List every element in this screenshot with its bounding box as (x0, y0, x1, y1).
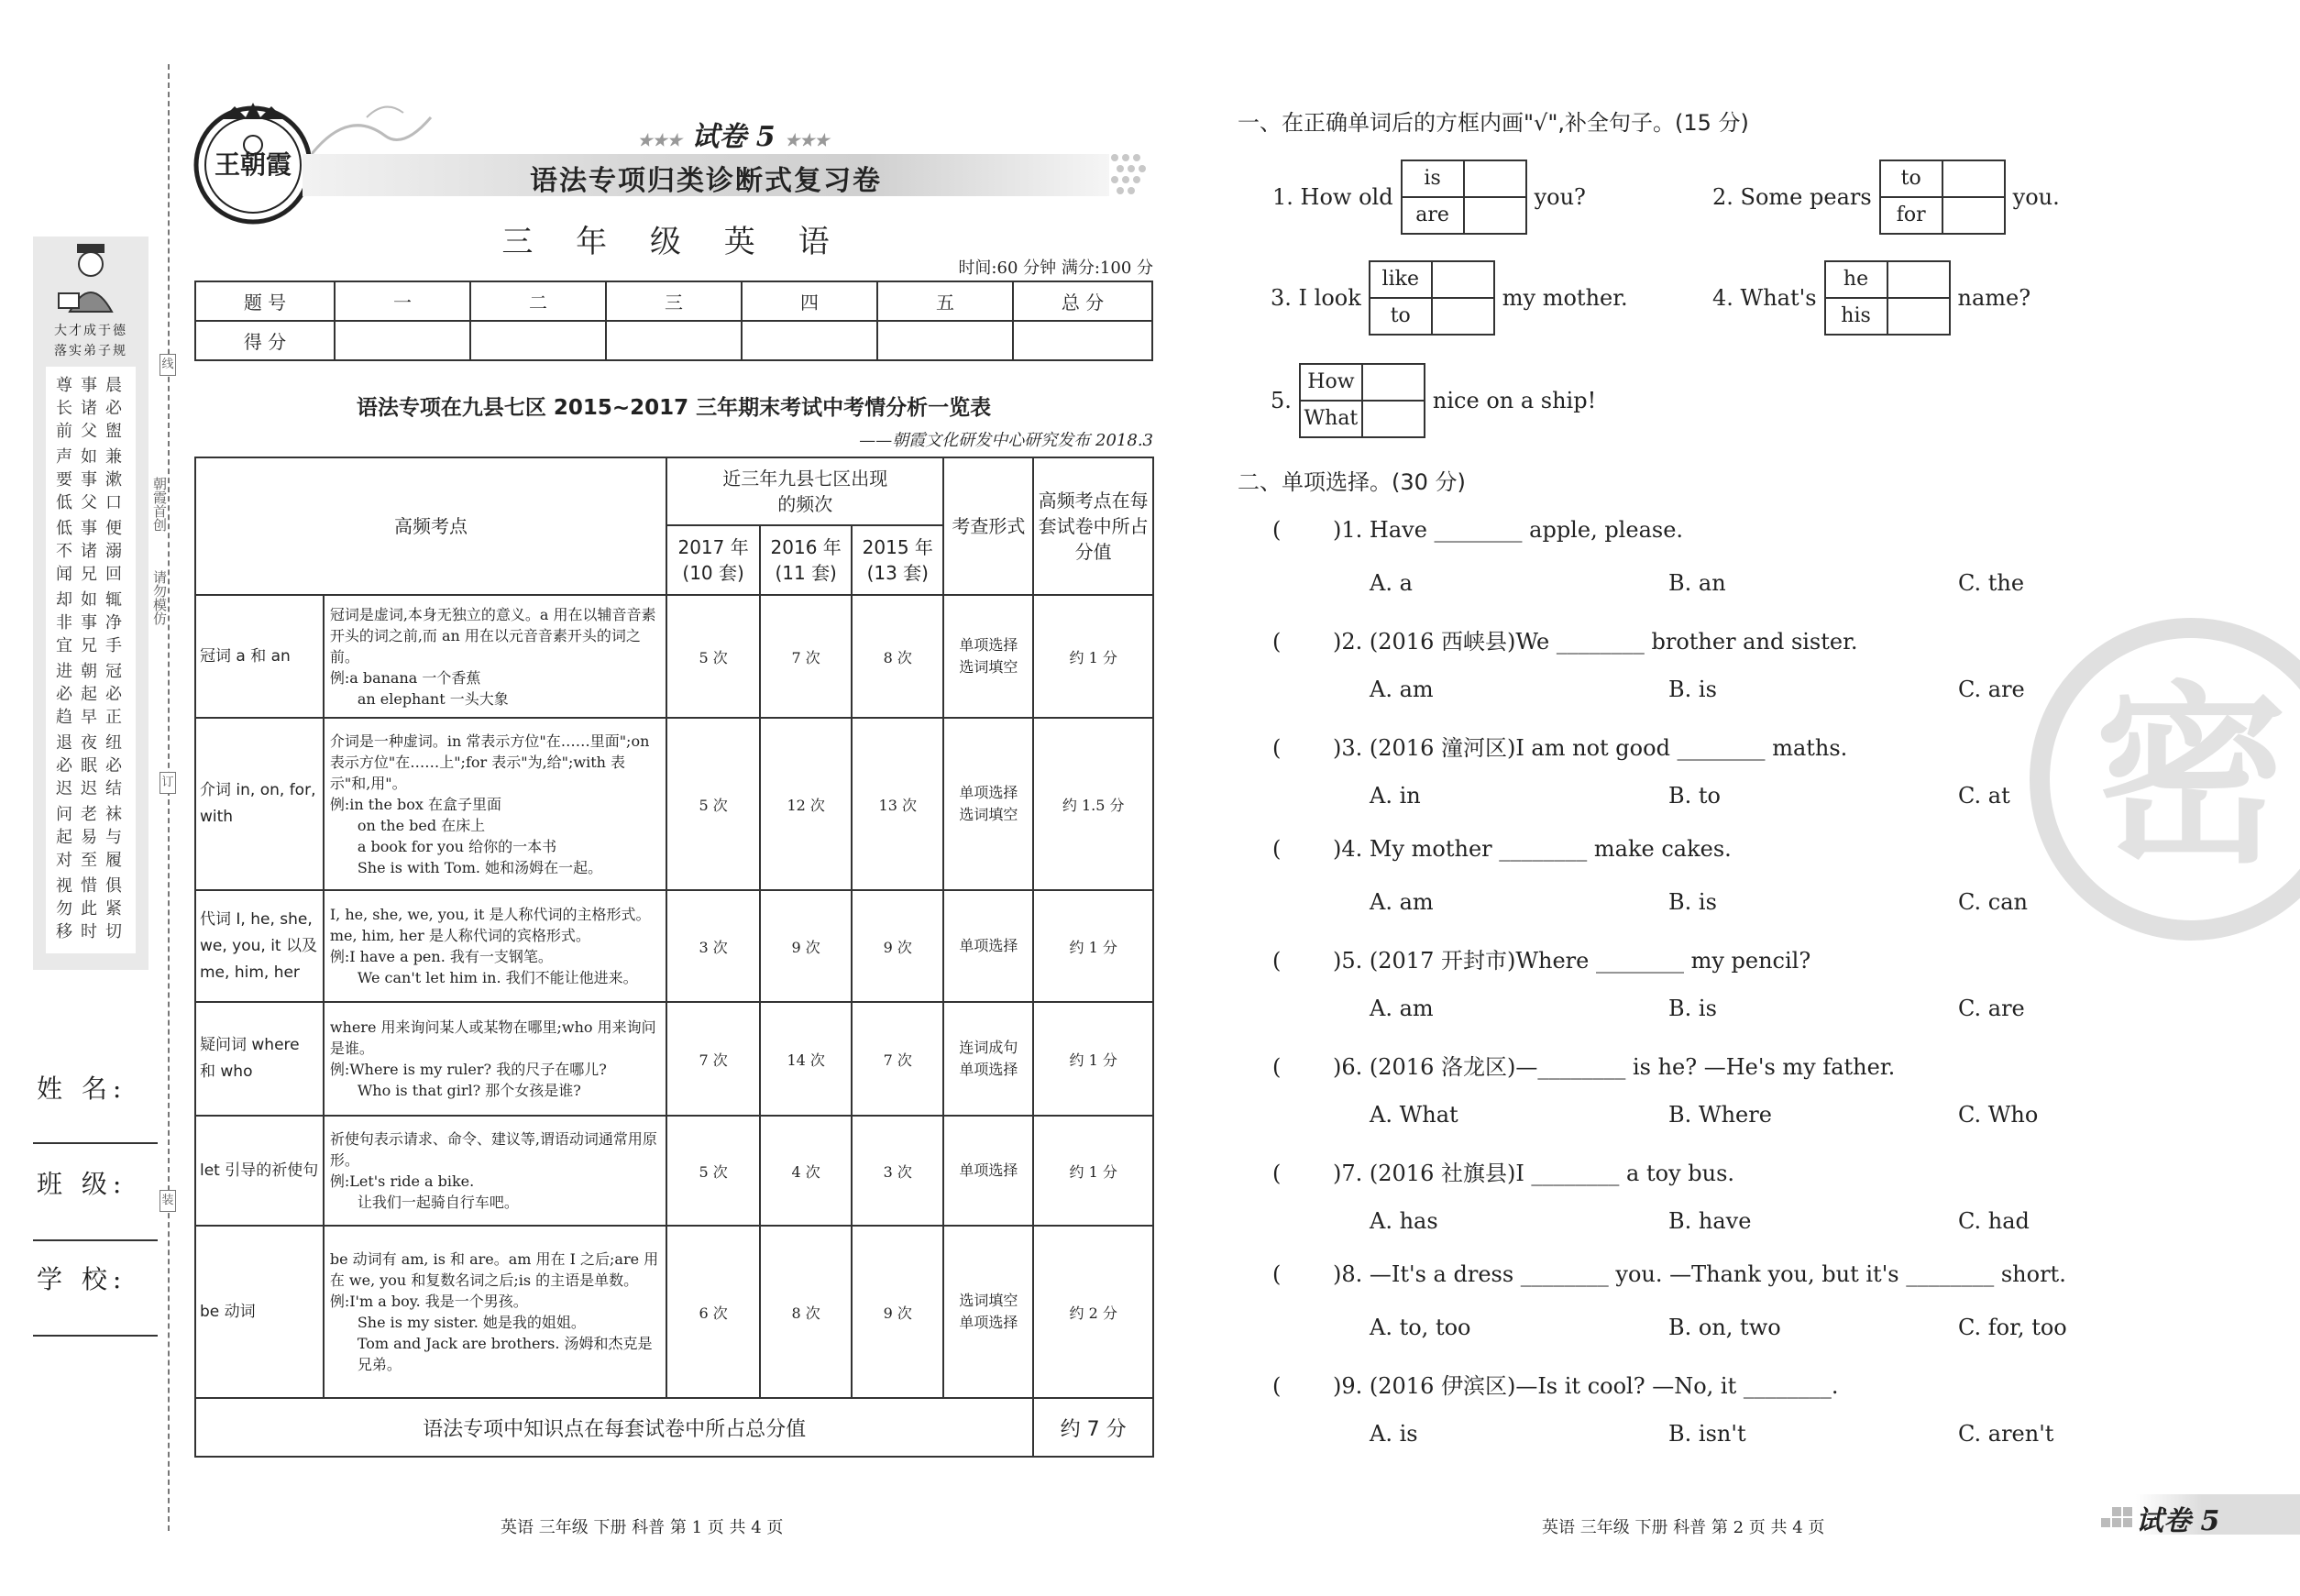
total-label: 语法专项中知识点在每套试卷中所占总分值 (195, 1398, 1033, 1457)
score-cell[interactable] (606, 321, 742, 360)
desc-line: She is my sister. 她是我的姐姐。 (357, 1314, 586, 1331)
question-prefix: 4. What's (1712, 285, 1817, 311)
corner-dots-icon (2099, 1503, 2136, 1531)
form-line: 单项选择 (959, 1061, 1018, 1078)
vertical-note: 朝霞首创 (151, 477, 168, 532)
binding-dashed-line (168, 64, 170, 1531)
exam-form (943, 1002, 1033, 1116)
mc-option-c[interactable]: C. Who (1958, 1102, 2039, 1128)
option-word: to (1370, 299, 1433, 334)
mc-option-b[interactable]: B. on, two (1668, 1315, 1781, 1340)
point-value: 约 1 分 (1033, 890, 1153, 1002)
mc-option-a[interactable]: A. am (1370, 677, 1434, 702)
name-label: 姓 名: (37, 1073, 127, 1104)
mc-question: )7. (2016 社旗县)I ________ a toy bus. (1333, 1161, 1735, 1186)
row-point: be 动词 (195, 1226, 324, 1398)
mc-question: )4. My mother ________ make cakes. (1333, 836, 1732, 862)
form-line: 单项选择 (959, 937, 1018, 954)
desc-line: Tom and Jack are brothers. 汤姆和杰克是兄弟。 (357, 1335, 653, 1373)
row-desc (324, 718, 666, 890)
question-suffix: you? (1534, 184, 1586, 210)
form-line: 选词填空 (959, 806, 1018, 823)
verse-col: 晨必盥 (103, 376, 122, 445)
choice-box (1401, 160, 1527, 235)
freq-2017: 3 次 (666, 890, 760, 1002)
freq-2016: 4 次 (760, 1116, 852, 1226)
verse-col: 如事父 (78, 447, 97, 516)
mc-option-c[interactable]: C. for, too (1958, 1315, 2067, 1340)
mc-option-a[interactable]: A. to, too (1370, 1315, 1471, 1340)
cut-mark: 装 (160, 1190, 176, 1212)
mc-option-c[interactable]: C. can (1958, 889, 2028, 915)
form-line: 单项选择 (959, 1161, 1018, 1179)
motto-panel (33, 237, 149, 970)
freq-2017: 5 次 (666, 1116, 760, 1226)
score-cell[interactable] (877, 321, 1013, 360)
row-point: 介词 in, on, for, with (195, 718, 324, 890)
verse-col: 尊长前 (53, 376, 72, 445)
row-desc (324, 890, 666, 1002)
mc-option-a[interactable]: A. has (1370, 1208, 1438, 1234)
freq-2015: 7 次 (852, 1002, 943, 1116)
score-header: 三 (606, 281, 742, 321)
freq-2017: 6 次 (666, 1226, 760, 1398)
desc-line: a book for you 给你的一本书 (357, 837, 557, 855)
desc-line: I, he, she, we, you, it 是人称代词的主格形式。me, him, her 是人称代词的宾格形式。 (329, 906, 651, 944)
freq-2016: 8 次 (760, 1226, 852, 1398)
watermark-text: 密 (2094, 665, 2288, 889)
mc-option-b[interactable]: B. is (1668, 889, 1717, 915)
verse-col: 问起对 (53, 805, 72, 874)
mc-option-b[interactable]: B. is (1668, 677, 1717, 702)
tick-question (1271, 363, 1596, 438)
col-header-2015: 2015 年(13 套) (852, 525, 943, 595)
row-desc (324, 595, 666, 718)
mc-question: )8. —It's a dress ________ you. —Thank you, but it's ________ short. (1333, 1261, 2066, 1287)
mc-option-b[interactable]: B. isn't (1668, 1421, 1746, 1447)
option-word: to (1881, 161, 1943, 196)
point-value: 约 1 分 (1033, 595, 1153, 718)
freq-2017: 7 次 (666, 1002, 760, 1116)
exam-form (943, 1116, 1033, 1226)
verse-col: 袜与履 (103, 805, 122, 874)
form-line: 选词填空 (959, 658, 1018, 676)
desc-line: 祈使句表示请求、命令、建议等,谓语动词通常用原形。 (329, 1130, 657, 1169)
verse-col: 低不闻 (53, 519, 72, 588)
mc-question: )1. Have ________ apple, please. (1333, 517, 1684, 543)
col-header-form: 考查形式 (943, 457, 1033, 595)
col-header-2016: 2016 年(11 套) (760, 525, 852, 595)
table-row (195, 1226, 1153, 1398)
mc-option-a[interactable]: A. What (1370, 1102, 1458, 1128)
verse-col: 声要低 (53, 447, 72, 516)
mc-question: )2. (2016 西峡县)We ________ brother and sister. (1333, 629, 1858, 655)
score-header: 题 号 (195, 281, 335, 321)
score-header: 总 分 (1013, 281, 1152, 321)
freq-2017: 5 次 (666, 718, 760, 890)
cut-mark: 线 (160, 354, 176, 376)
motto-line: 大才成于德 (54, 324, 127, 338)
option-word: he (1826, 262, 1888, 297)
verse-col: 冠必正 (103, 662, 122, 731)
freq-2015: 9 次 (852, 890, 943, 1002)
freq-2017: 5 次 (666, 595, 760, 718)
time-info: 时间:60 分钟 满分:100 分 (958, 259, 1153, 278)
desc-line: 例:I'm a boy. 我是一个男孩。 (329, 1293, 528, 1310)
tick-box[interactable] (1433, 299, 1493, 334)
mc-option-c[interactable]: C. aren't (1958, 1421, 2054, 1447)
mc-question: )6. (2016 洛龙区)—________ is he? —He's my father. (1333, 1054, 1896, 1080)
mc-option-c[interactable]: C. at (1958, 783, 2010, 809)
mc-option-a[interactable]: A. in (1370, 783, 1421, 809)
score-table (194, 281, 1153, 361)
desc-line: 例:Let's ride a bike. (329, 1172, 475, 1190)
exam-form (943, 718, 1033, 890)
form-line: 连词成句 (959, 1039, 1018, 1056)
school-field[interactable] (33, 1335, 158, 1337)
desc-line: on the bed 在床上 (357, 816, 486, 834)
verse-col: 如事兄 (78, 590, 97, 659)
question-prefix: 5. (1271, 388, 1292, 413)
dot-pattern-icon (1109, 152, 1153, 198)
col-header-points: 高频考点 (195, 457, 666, 595)
option-word: What (1301, 402, 1363, 436)
score-cell[interactable] (742, 321, 877, 360)
mc-option-b[interactable]: B. have (1668, 1208, 1752, 1234)
paper-title: 语法专项归类诊断式复习卷 (530, 165, 882, 197)
score-header: 四 (742, 281, 877, 321)
class-label: 班 级: (37, 1169, 127, 1199)
desc-line: be 动词有 am, is 和 are。am 用在 I 之后;are 用在 we, you 和复数名词之后;is 的主语是单数。 (329, 1250, 659, 1289)
choice-box (1879, 160, 2006, 235)
desc-line: 例:Where is my ruler? 我的尺子在哪儿? (329, 1061, 607, 1078)
form-line: 单项选择 (959, 784, 1018, 801)
desc-line: Who is that girl? 那个女孩是谁? (357, 1082, 581, 1099)
corner-exam-label: 试卷 5 (2136, 1505, 2220, 1537)
verse-col: 朝起早 (78, 662, 97, 731)
point-value: 约 1 分 (1033, 1002, 1153, 1116)
verse-col: 纽必结 (103, 733, 122, 802)
vertical-note: 请勿模仿 (151, 570, 168, 625)
verse-col: 兼漱口 (103, 447, 122, 516)
verse-col: 却非宜 (53, 590, 72, 659)
subject-title: 三 年 级 英 语 (501, 224, 846, 260)
choice-box (1369, 260, 1495, 336)
row-desc (324, 1002, 666, 1116)
freq-2015: 13 次 (852, 718, 943, 890)
row-point: 代词 I, he, she, we, you, it 以及 me, him, her (195, 890, 324, 1002)
exam-form (943, 890, 1033, 1002)
point-value: 约 1 分 (1033, 1116, 1153, 1226)
question-suffix: my mother. (1502, 285, 1628, 311)
tick-box[interactable] (1465, 198, 1525, 233)
freq-2015: 3 次 (852, 1116, 943, 1226)
tick-box[interactable] (1943, 161, 2004, 196)
analysis-table (194, 457, 1154, 1458)
choice-box (1299, 363, 1425, 438)
freq-2016: 7 次 (760, 595, 852, 718)
point-value: 约 1.5 分 (1033, 718, 1153, 890)
tick-question (1272, 160, 1586, 235)
question-prefix: 1. How old (1272, 184, 1393, 210)
freq-2015: 9 次 (852, 1226, 943, 1398)
question-suffix: nice on a ship! (1432, 388, 1597, 413)
total-row (195, 1398, 1153, 1457)
mc-option-a[interactable]: A. a (1370, 570, 1413, 596)
motto-line: 落实弟子规 (54, 344, 127, 358)
verse-col: 事诸父 (78, 376, 97, 445)
mc-option-c[interactable]: C. are (1958, 677, 2025, 702)
question-prefix: 3. I look (1271, 285, 1361, 311)
total-value: 约 7 分 (1033, 1398, 1153, 1457)
verse-col: 辄净手 (103, 590, 122, 659)
col-header-2017: 2017 年(10 套) (666, 525, 760, 595)
option-word: How (1301, 365, 1363, 400)
score-header: 二 (470, 281, 606, 321)
form-line: 单项选择 (959, 1314, 1018, 1331)
page-footer-left: 英语 三年级 下册 科普 第 1 页 共 4 页 (501, 1518, 784, 1537)
tick-box[interactable] (1465, 161, 1525, 196)
verse-panel (46, 367, 136, 953)
question-suffix: name? (1957, 285, 2031, 311)
school-label: 学 校: (37, 1264, 127, 1294)
point-value: 约 2 分 (1033, 1226, 1153, 1398)
freq-2016: 12 次 (760, 718, 852, 890)
mc-option-b[interactable]: B. to (1668, 783, 1721, 809)
table-row (195, 890, 1153, 1002)
row-desc (324, 1116, 666, 1226)
name-field[interactable] (33, 1142, 158, 1144)
score-cell[interactable] (470, 321, 606, 360)
option-word: is (1403, 161, 1465, 196)
choice-box (1824, 260, 1951, 336)
table-row (195, 1002, 1153, 1116)
score-header: 五 (877, 281, 1013, 321)
exam-number: 试卷 5 (691, 121, 776, 153)
verse-col: 便溺回 (103, 519, 122, 588)
verse-col: 俱紧切 (103, 876, 122, 945)
desc-line: 例:in the box 在盒子里面 (329, 795, 502, 813)
verse-col: 视勿移 (53, 876, 72, 945)
section1-title: 一、在正确单词后的方框内画"√",补全句子。(15 分) (1238, 110, 1749, 136)
page-footer-right: 英语 三年级 下册 科普 第 2 页 共 4 页 (1542, 1518, 1825, 1537)
tick-question (1271, 260, 1628, 336)
option-word: his (1826, 299, 1888, 334)
form-line: 单项选择 (959, 636, 1018, 654)
mc-question: )3. (2016 潼河区)I am not good ________ maths. (1333, 735, 1848, 761)
col-header-value: 高频考点在每套试卷中所占分值 (1033, 457, 1153, 595)
freq-2016: 9 次 (760, 890, 852, 1002)
score-label: 得 分 (195, 321, 335, 360)
cut-mark: 订 (160, 772, 176, 794)
mc-option-b[interactable]: B. is (1668, 996, 1717, 1021)
option-word: are (1403, 198, 1465, 233)
row-point: 疑问词 where 和 who (195, 1002, 324, 1116)
option-word: for (1881, 198, 1943, 233)
score-header: 一 (335, 281, 470, 321)
verse-col: 进必趋 (53, 662, 72, 731)
tick-box[interactable] (1363, 402, 1424, 436)
desc-line: 例:I have a pen. 我有一支钢笔。 (329, 948, 553, 965)
mc-option-a[interactable]: A. is (1370, 1421, 1418, 1447)
tick-question (1712, 160, 2060, 235)
option-word: like (1370, 262, 1433, 297)
mc-question: )9. (2016 伊滨区)—Is it cool? —No, it ________. (1333, 1373, 1839, 1399)
class-field[interactable] (33, 1239, 158, 1241)
tick-question (1712, 260, 2030, 336)
verse-col: 夜眠迟 (78, 733, 97, 802)
question-prefix: 2. Some pears (1712, 184, 1872, 210)
mc-option-c[interactable]: C. the (1958, 570, 2025, 596)
desc-line: 让我们一起骑自行车吧。 (357, 1194, 519, 1211)
mc-option-a[interactable]: A. am (1370, 996, 1434, 1021)
verse-col: 老易至 (78, 805, 97, 874)
form-line: 选词填空 (959, 1292, 1018, 1309)
verse-col: 事诸兄 (78, 519, 97, 588)
question-suffix: you. (2012, 184, 2060, 210)
col-header-freq: 近三年九县七区出现的频次 (666, 457, 943, 525)
row-point: 冠词 a 和 an (195, 595, 324, 718)
desc-line: 例:a banana 一个香蕉 (329, 668, 481, 687)
confidential-seal-icon (2026, 614, 2300, 944)
table-row (195, 718, 1153, 890)
exam-form (943, 1226, 1033, 1398)
tick-box[interactable] (1433, 262, 1493, 297)
freq-2015: 8 次 (852, 595, 943, 718)
verse-col: 退必迟 (53, 733, 72, 802)
tick-box[interactable] (1943, 198, 2004, 233)
analysis-title: 语法专项在九县七区 2015~2017 三年期末考试中考情分析一览表 (356, 396, 992, 420)
mc-option-b[interactable]: B. an (1668, 570, 1726, 596)
mc-option-a[interactable]: A. am (1370, 889, 1434, 915)
tick-box[interactable] (1363, 365, 1424, 400)
tick-box[interactable] (1888, 262, 1949, 297)
logo-text: 王朝霞 (214, 149, 292, 180)
score-cell[interactable] (335, 321, 470, 360)
freq-2016: 14 次 (760, 1002, 852, 1116)
desc-line: 冠词是虚词,本身无独立的意义。a 用在以辅音音素开头的词之前,而 an 用在以元音音素开头的词之前。 (329, 605, 656, 666)
desc-line: She is with Tom. 她和汤姆在一起。 (357, 858, 603, 876)
desc-line: We can't let him in. 我们不能让他进来。 (357, 969, 638, 986)
section2-title: 二、单项选择。(30 分) (1238, 469, 1466, 495)
desc-line: where 用来询问某人或某物在哪里;who 用来询问是谁。 (329, 1018, 656, 1057)
row-desc (324, 1226, 666, 1398)
desc-line: 介词是一种虚词。in 常表示方位"在……里面";on 表示方位"在……上";for 表示"为,给";with 表示"和,用"。 (329, 732, 650, 792)
mc-option-b[interactable]: B. Where (1668, 1102, 1772, 1128)
verse-col: 惜此时 (78, 876, 97, 945)
mc-option-c[interactable]: C. are (1958, 996, 2025, 1021)
row-point: let 引导的祈使句 (195, 1116, 324, 1226)
score-cell[interactable] (1013, 321, 1152, 360)
mc-question: )5. (2017 开封市)Where ________ my pencil? (1333, 948, 1811, 974)
scholar-illustration-icon (51, 242, 130, 317)
tick-box[interactable] (1888, 299, 1949, 334)
table-row (195, 595, 1153, 718)
mc-option-c[interactable]: C. had (1958, 1208, 2030, 1234)
table-row (195, 1116, 1153, 1226)
exam-form (943, 595, 1033, 718)
analysis-source: ——朝霞文化研发中心研究发布 2018.3 (859, 431, 1153, 450)
desc-line: an elephant 一头大象 (357, 689, 509, 708)
